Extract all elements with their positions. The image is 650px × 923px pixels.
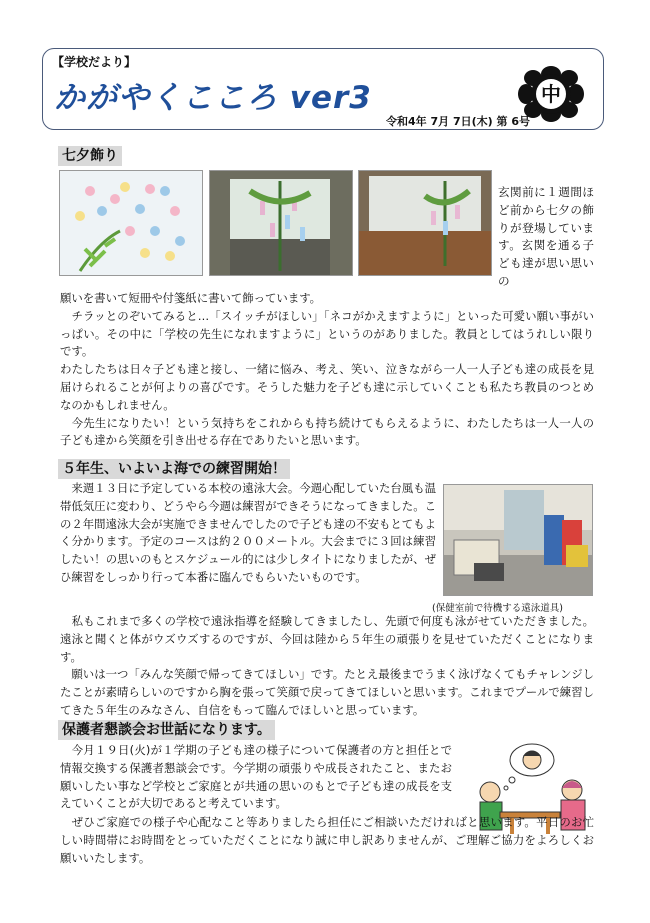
swimming-paragraph: 願いは一つ「みんな笑顔で帰ってきてほしい」です。たとえ最後までうまく泳げなくてもチャレンジしたことが素晴らしいのですから胸を張って笑顔で戻ってきてほしいと思います。これまでプールで練習してきた５年生のみなさん、自信をもって臨んでほしいと思っています。	[60, 667, 594, 717]
tanabata-paragraph: 今先生になりたい！という気持ちをこれからも持ち続けてもらえるように、わたしたちは一人一人の子ども達から笑顔を引き出せる存在でありたいと思います。	[60, 415, 594, 448]
newsletter-title: かがやくこころ ver3	[54, 80, 372, 116]
school-emblem-icon	[516, 64, 586, 124]
newsletter-label: 【学校だより】	[52, 55, 137, 69]
section-heading-parent-meeting: 保護者懇談会お世話になります。	[58, 720, 275, 740]
photo-tanabata-window	[209, 170, 353, 276]
photo-caption: (保健室前で待機する遠泳道具)	[432, 603, 563, 614]
svg-text:中: 中	[541, 82, 561, 106]
tanabata-paragraph: チラッとのぞいてみると…「スイッチがほしい」「ネコがかえますように」といった可愛い願い事がいっぱい。その中に「学校の先生になれますように」というのがありました。教員としてはうれしい限りです。	[60, 308, 594, 359]
tanabata-body	[60, 290, 594, 450]
tanabata-side-text: 玄関前に１週間ほど前から七夕の飾りが登場しています。玄関を通る子ども達が思い思いの	[498, 185, 594, 288]
swimming-body	[60, 613, 594, 720]
section-heading-tanabata: 七夕飾り	[58, 146, 122, 166]
meeting-paragraph: ぜひご家庭での様子や心配なこと等ありましたら担任にご相談いただければと思います。平日のお忙しい時間帯にお時間をとっていただくことになり誠に申し訳ありませんが、ご理解ご協力をよろしくお願いいたします。	[60, 815, 594, 865]
photo-tanabata-wall	[59, 170, 203, 276]
swimming-intro: 来週１３日に予定している本校の遠泳大会。今週心配していた台風も温帯低気圧に変わり、どうやら今週は練習ができそうになってきました。この２年間遠泳大会が実施できませんでしたので子ども達の不安もとてもよく分かります。予定のコースは約２００メートル。大会までに３回は練習したい！の思いのもとスケジュール的には少しタイトになりましたが、ぜひ練習をしっかり行って本番に臨んでもらいたいものです。	[60, 481, 436, 584]
section-heading-swimming: ５年生、いよいよ海での練習開始！	[58, 459, 290, 479]
photo-swimming-equipment	[443, 484, 593, 596]
meeting-intro: 今月１９日(火)が１学期の子ども達の様子について保護者の方と担任とで情報交換する保護者懇談会です。今学期の頑張りや成長されたこと、またお願いしたい事など学校とご家庭とが共通の思いのもとで子ども達の成長を支えていくことが大切であると考えています。	[60, 743, 452, 811]
swimming-paragraph: 私もこれまで多くの学校で遠泳指導を経験してきましたし、先頭で何度も泳がせていただきました。遠泳と聞くと体がウズウズするのですが、今回は陸から５年生の頑張りを見せていただくことになります。	[60, 614, 594, 664]
tanabata-paragraph: わたしたちは日々子ども達と接し、一緒に悩み、考え、笑い、泣きながら一人一人子ども達の成長を見届けられることが何よりの喜びです。そうした魅力を子ども達に示していくことも私たち教員のつとめなのかもしれません。	[60, 362, 594, 412]
photo-tanabata-hallway	[358, 170, 492, 276]
tanabata-paragraph: 願いを書いて短冊や付箋紙に書いて飾っています。	[60, 291, 322, 305]
issue-date: 令和4年 7月 7日(木) 第 6号	[386, 115, 530, 128]
